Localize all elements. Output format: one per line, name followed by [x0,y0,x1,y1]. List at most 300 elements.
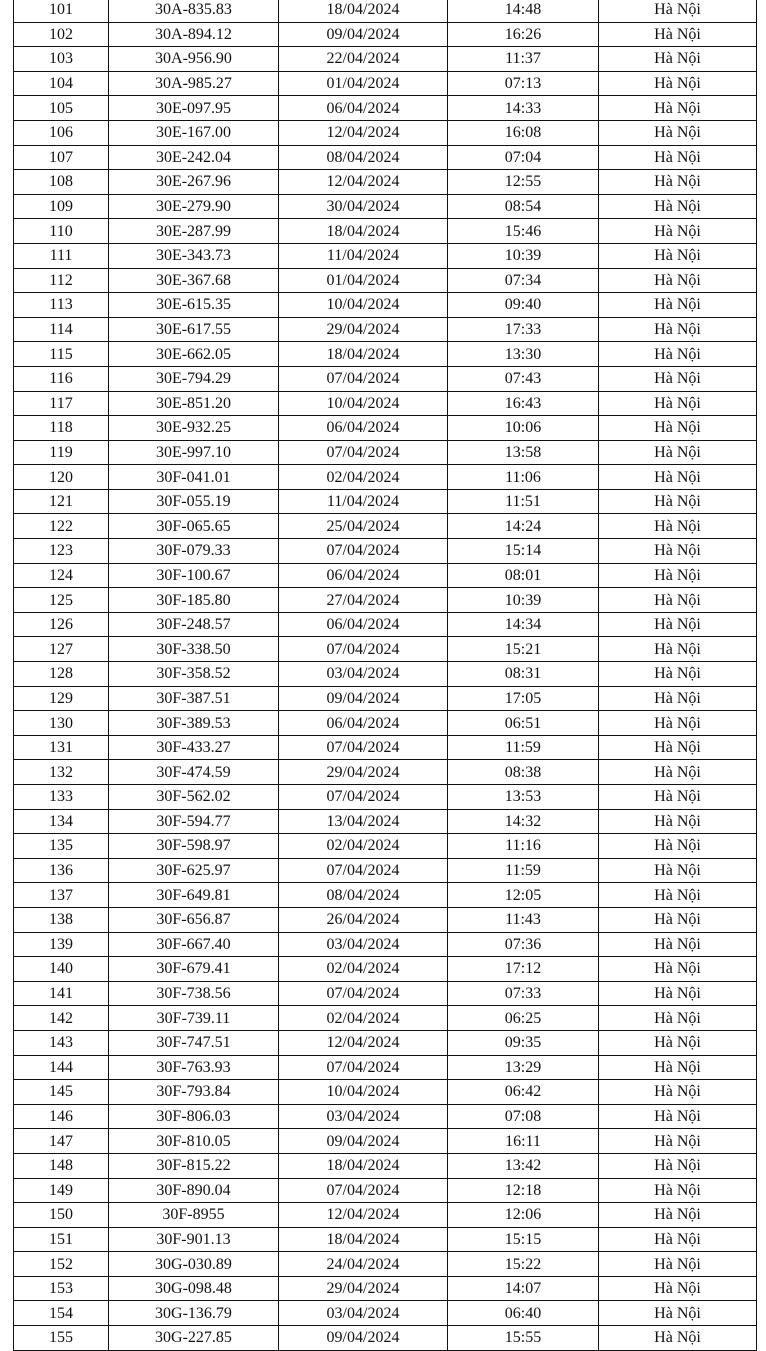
row-number-cell: 103 [14,47,109,72]
table-row [14,785,757,810]
location-cell: Hà Nội [599,563,757,588]
violation-time-cell: 16:43 [448,391,599,416]
location-cell: Hà Nội [599,760,757,785]
location-cell: Hà Nội [599,785,757,810]
license-plate-cell: 30F-338.50 [109,637,279,662]
location-cell: Hà Nội [599,219,757,244]
location-cell: Hà Nội [599,1129,757,1154]
violation-time-cell: 14:48 [448,0,599,22]
location-cell: Hà Nội [599,539,757,564]
violation-time-cell: 11:59 [448,735,599,760]
violation-time-cell: 08:31 [448,662,599,687]
violation-date-cell: 01/04/2024 [279,268,448,293]
row-number-cell: 119 [14,440,109,465]
license-plate-cell: 30F-594.77 [109,809,279,834]
location-cell: Hà Nội [599,366,757,391]
row-number-cell: 144 [14,1055,109,1080]
location-cell: Hà Nội [599,0,757,22]
violation-date-cell: 11/04/2024 [279,489,448,514]
table-row [14,711,757,736]
violation-date-cell: 02/04/2024 [279,1006,448,1031]
row-number-cell: 147 [14,1129,109,1154]
license-plate-cell: 30F-810.05 [109,1129,279,1154]
violation-date-cell: 02/04/2024 [279,834,448,859]
location-cell: Hà Nội [599,1252,757,1277]
license-plate-cell: 30E-794.29 [109,366,279,391]
license-plate-cell: 30F-474.59 [109,760,279,785]
violation-date-cell: 07/04/2024 [279,785,448,810]
violation-date-cell: 26/04/2024 [279,907,448,932]
violation-time-cell: 07:33 [448,981,599,1006]
row-number-cell: 104 [14,71,109,96]
violation-time-cell: 13:53 [448,785,599,810]
row-number-cell: 130 [14,711,109,736]
table-row [14,145,757,170]
license-plate-cell: 30F-562.02 [109,785,279,810]
violation-time-cell: 09:35 [448,1030,599,1055]
row-number-cell: 124 [14,563,109,588]
location-cell: Hà Nội [599,71,757,96]
license-plate-cell: 30E-267.96 [109,170,279,195]
table-row [14,1006,757,1031]
location-cell: Hà Nội [599,1276,757,1301]
violation-time-cell: 11:59 [448,858,599,883]
violation-time-cell: 13:42 [448,1153,599,1178]
table-row [14,268,757,293]
violation-time-cell: 15:15 [448,1227,599,1252]
license-plate-cell: 30F-806.03 [109,1104,279,1129]
license-plate-cell: 30F-793.84 [109,1080,279,1105]
license-plate-cell: 30A-956.90 [109,47,279,72]
license-plate-cell: 30F-815.22 [109,1153,279,1178]
table-row [14,981,757,1006]
row-number-cell: 129 [14,686,109,711]
table-row [14,907,757,932]
license-plate-cell: 30A-894.12 [109,22,279,47]
row-number-cell: 138 [14,907,109,932]
location-cell: Hà Nội [599,22,757,47]
violation-date-cell: 06/04/2024 [279,711,448,736]
table-row [14,465,757,490]
violation-date-cell: 06/04/2024 [279,96,448,121]
license-plate-cell: 30F-679.41 [109,957,279,982]
row-number-cell: 150 [14,1203,109,1228]
row-number-cell: 121 [14,489,109,514]
row-number-cell: 152 [14,1252,109,1277]
violation-date-cell: 06/04/2024 [279,563,448,588]
violation-time-cell: 06:25 [448,1006,599,1031]
violation-time-cell: 16:08 [448,120,599,145]
violation-date-cell: 29/04/2024 [279,1276,448,1301]
row-number-cell: 108 [14,170,109,195]
license-plate-cell: 30F-185.80 [109,588,279,613]
violation-date-cell: 09/04/2024 [279,686,448,711]
table-row [14,760,757,785]
violation-date-cell: 10/04/2024 [279,1080,448,1105]
license-plate-cell: 30F-248.57 [109,612,279,637]
row-number-cell: 122 [14,514,109,539]
table-row [14,1276,757,1301]
license-plate-cell: 30E-343.73 [109,243,279,268]
license-plate-cell: 30E-617.55 [109,317,279,342]
violation-date-cell: 02/04/2024 [279,957,448,982]
license-plate-cell: 30E-279.90 [109,194,279,219]
location-cell: Hà Nội [599,243,757,268]
license-plate-cell: 30F-598.97 [109,834,279,859]
violation-date-cell: 07/04/2024 [279,366,448,391]
violation-date-cell: 11/04/2024 [279,243,448,268]
location-cell: Hà Nội [599,637,757,662]
row-number-cell: 132 [14,760,109,785]
violation-time-cell: 13:58 [448,440,599,465]
violation-date-cell: 07/04/2024 [279,539,448,564]
violation-time-cell: 15:46 [448,219,599,244]
table-row [14,662,757,687]
table-row [14,539,757,564]
license-plate-cell: 30E-097.95 [109,96,279,121]
violation-time-cell: 14:32 [448,809,599,834]
violation-date-cell: 24/04/2024 [279,1252,448,1277]
violation-date-cell: 12/04/2024 [279,170,448,195]
table-row [14,932,757,957]
location-cell: Hà Nội [599,1227,757,1252]
location-cell: Hà Nội [599,1203,757,1228]
row-number-cell: 112 [14,268,109,293]
license-plate-cell: 30F-079.33 [109,539,279,564]
license-plate-cell: 30F-901.13 [109,1227,279,1252]
license-plate-cell: 30F-041.01 [109,465,279,490]
violation-date-cell: 06/04/2024 [279,416,448,441]
violation-time-cell: 07:13 [448,71,599,96]
violation-time-cell: 11:37 [448,47,599,72]
violation-date-cell: 25/04/2024 [279,514,448,539]
violation-time-cell: 08:01 [448,563,599,588]
row-number-cell: 127 [14,637,109,662]
license-plate-cell: 30F-8955 [109,1203,279,1228]
table-row [14,1301,757,1326]
violation-time-cell: 14:07 [448,1276,599,1301]
violation-date-cell: 29/04/2024 [279,760,448,785]
license-plate-cell: 30F-739.11 [109,1006,279,1031]
violation-date-cell: 12/04/2024 [279,1030,448,1055]
location-cell: Hà Nội [599,416,757,441]
violation-time-cell: 15:55 [448,1326,599,1351]
violation-time-cell: 09:40 [448,293,599,318]
violation-date-cell: 07/04/2024 [279,735,448,760]
violation-table [13,0,757,1351]
table-row [14,637,757,662]
violation-time-cell: 11:16 [448,834,599,859]
row-number-cell: 123 [14,539,109,564]
location-cell: Hà Nội [599,1178,757,1203]
violation-time-cell: 11:43 [448,907,599,932]
violation-date-cell: 06/04/2024 [279,612,448,637]
violation-date-cell: 29/04/2024 [279,317,448,342]
license-plate-cell: 30F-747.51 [109,1030,279,1055]
table-row [14,416,757,441]
violation-time-cell: 10:39 [448,588,599,613]
table-row [14,809,757,834]
violation-time-cell: 16:11 [448,1129,599,1154]
violation-time-cell: 11:06 [448,465,599,490]
location-cell: Hà Nội [599,391,757,416]
row-number-cell: 114 [14,317,109,342]
table-row [14,1326,757,1351]
license-plate-cell: 30F-387.51 [109,686,279,711]
location-cell: Hà Nội [599,440,757,465]
violation-time-cell: 08:54 [448,194,599,219]
location-cell: Hà Nội [599,1055,757,1080]
row-number-cell: 131 [14,735,109,760]
violation-date-cell: 07/04/2024 [279,637,448,662]
license-plate-cell: 30E-997.10 [109,440,279,465]
violation-date-cell: 07/04/2024 [279,440,448,465]
location-cell: Hà Nội [599,465,757,490]
license-plate-cell: 30E-615.35 [109,293,279,318]
location-cell: Hà Nội [599,711,757,736]
location-cell: Hà Nội [599,957,757,982]
license-plate-cell: 30E-242.04 [109,145,279,170]
row-number-cell: 120 [14,465,109,490]
violation-date-cell: 18/04/2024 [279,342,448,367]
location-cell: Hà Nội [599,932,757,957]
license-plate-cell: 30F-358.52 [109,662,279,687]
table-row [14,514,757,539]
license-plate-cell: 30G-030.89 [109,1252,279,1277]
violation-time-cell: 06:42 [448,1080,599,1105]
violation-time-cell: 10:39 [448,243,599,268]
violation-time-cell: 14:33 [448,96,599,121]
table-row [14,1252,757,1277]
location-cell: Hà Nội [599,1301,757,1326]
table-row [14,71,757,96]
row-number-cell: 126 [14,612,109,637]
table-row [14,317,757,342]
license-plate-cell: 30F-433.27 [109,735,279,760]
location-cell: Hà Nội [599,342,757,367]
violation-date-cell: 03/04/2024 [279,1104,448,1129]
license-plate-cell: 30F-656.87 [109,907,279,932]
location-cell: Hà Nội [599,1080,757,1105]
license-plate-cell: 30G-098.48 [109,1276,279,1301]
violation-time-cell: 15:14 [448,539,599,564]
violation-date-cell: 07/04/2024 [279,981,448,1006]
violation-date-cell: 18/04/2024 [279,1153,448,1178]
violation-time-cell: 06:51 [448,711,599,736]
table-row [14,219,757,244]
table-row [14,686,757,711]
location-cell: Hà Nội [599,662,757,687]
row-number-cell: 143 [14,1030,109,1055]
violation-date-cell: 02/04/2024 [279,465,448,490]
violation-time-cell: 14:34 [448,612,599,637]
table-row [14,834,757,859]
violation-time-cell: 10:06 [448,416,599,441]
table-row [14,342,757,367]
table-row [14,1030,757,1055]
row-number-cell: 133 [14,785,109,810]
violation-date-cell: 07/04/2024 [279,858,448,883]
row-number-cell: 134 [14,809,109,834]
violation-date-cell: 07/04/2024 [279,1178,448,1203]
license-plate-cell: 30F-738.56 [109,981,279,1006]
violation-time-cell: 13:29 [448,1055,599,1080]
license-plate-cell: 30G-136.79 [109,1301,279,1326]
row-number-cell: 111 [14,243,109,268]
row-number-cell: 151 [14,1227,109,1252]
table-row [14,194,757,219]
table-row [14,1227,757,1252]
violation-date-cell: 03/04/2024 [279,1301,448,1326]
row-number-cell: 149 [14,1178,109,1203]
violation-date-cell: 08/04/2024 [279,883,448,908]
row-number-cell: 117 [14,391,109,416]
table-row [14,47,757,72]
location-cell: Hà Nội [599,194,757,219]
violation-date-cell: 30/04/2024 [279,194,448,219]
license-plate-cell: 30F-065.65 [109,514,279,539]
violation-date-cell: 10/04/2024 [279,391,448,416]
table-row [14,883,757,908]
location-cell: Hà Nội [599,1006,757,1031]
location-cell: Hà Nội [599,293,757,318]
location-cell: Hà Nội [599,268,757,293]
table-row [14,563,757,588]
location-cell: Hà Nội [599,907,757,932]
location-cell: Hà Nội [599,317,757,342]
violation-time-cell: 15:22 [448,1252,599,1277]
table-row [14,243,757,268]
violation-date-cell: 01/04/2024 [279,71,448,96]
license-plate-cell: 30E-662.05 [109,342,279,367]
violation-date-cell: 07/04/2024 [279,1055,448,1080]
location-cell: Hà Nội [599,47,757,72]
row-number-cell: 116 [14,366,109,391]
location-cell: Hà Nội [599,1104,757,1129]
row-number-cell: 101 [14,0,109,22]
violation-time-cell: 16:26 [448,22,599,47]
license-plate-cell: 30E-932.25 [109,416,279,441]
violation-time-cell: 12:18 [448,1178,599,1203]
table-row [14,1104,757,1129]
location-cell: Hà Nội [599,1326,757,1351]
location-cell: Hà Nội [599,120,757,145]
table-row [14,96,757,121]
table-row [14,170,757,195]
row-number-cell: 148 [14,1153,109,1178]
violation-time-cell: 07:34 [448,268,599,293]
license-plate-cell: 30F-667.40 [109,932,279,957]
table-row [14,0,757,22]
row-number-cell: 102 [14,22,109,47]
violation-time-cell: 12:05 [448,883,599,908]
location-cell: Hà Nội [599,588,757,613]
license-plate-cell: 30G-227.85 [109,1326,279,1351]
row-number-cell: 115 [14,342,109,367]
row-number-cell: 106 [14,120,109,145]
license-plate-cell: 30E-851.20 [109,391,279,416]
location-cell: Hà Nội [599,735,757,760]
violation-time-cell: 15:21 [448,637,599,662]
table-row [14,957,757,982]
table-row [14,293,757,318]
violation-date-cell: 27/04/2024 [279,588,448,613]
violation-date-cell: 09/04/2024 [279,22,448,47]
table-row [14,1055,757,1080]
violation-date-cell: 18/04/2024 [279,0,448,22]
violation-date-cell: 22/04/2024 [279,47,448,72]
table-row [14,858,757,883]
table-row [14,391,757,416]
violation-date-cell: 18/04/2024 [279,1227,448,1252]
location-cell: Hà Nội [599,1153,757,1178]
row-number-cell: 105 [14,96,109,121]
violation-time-cell: 06:40 [448,1301,599,1326]
violation-time-cell: 11:51 [448,489,599,514]
table-body [14,0,757,1350]
violation-time-cell: 17:12 [448,957,599,982]
violation-time-cell: 13:30 [448,342,599,367]
row-number-cell: 107 [14,145,109,170]
row-number-cell: 153 [14,1276,109,1301]
license-plate-cell: 30A-835.83 [109,0,279,22]
violation-time-cell: 14:24 [448,514,599,539]
violation-time-cell: 07:43 [448,366,599,391]
violation-date-cell: 10/04/2024 [279,293,448,318]
location-cell: Hà Nội [599,514,757,539]
row-number-cell: 155 [14,1326,109,1351]
license-plate-cell: 30F-763.93 [109,1055,279,1080]
violation-time-cell: 12:06 [448,1203,599,1228]
row-number-cell: 145 [14,1080,109,1105]
location-cell: Hà Nội [599,170,757,195]
table-row [14,735,757,760]
table-row [14,1178,757,1203]
violation-time-cell: 07:36 [448,932,599,957]
violation-date-cell: 03/04/2024 [279,662,448,687]
table-row [14,1080,757,1105]
violation-date-cell: 09/04/2024 [279,1326,448,1351]
row-number-cell: 113 [14,293,109,318]
location-cell: Hà Nội [599,489,757,514]
license-plate-cell: 30F-389.53 [109,711,279,736]
location-cell: Hà Nội [599,834,757,859]
violation-time-cell: 12:55 [448,170,599,195]
row-number-cell: 109 [14,194,109,219]
table-row [14,1129,757,1154]
violation-date-cell: 09/04/2024 [279,1129,448,1154]
table-row [14,366,757,391]
row-number-cell: 140 [14,957,109,982]
row-number-cell: 135 [14,834,109,859]
location-cell: Hà Nội [599,145,757,170]
violation-time-cell: 07:04 [448,145,599,170]
table-row [14,612,757,637]
table-row [14,489,757,514]
license-plate-cell: 30F-055.19 [109,489,279,514]
license-plate-cell: 30A-985.27 [109,71,279,96]
violation-time-cell: 17:33 [448,317,599,342]
location-cell: Hà Nội [599,858,757,883]
location-cell: Hà Nội [599,686,757,711]
violation-date-cell: 03/04/2024 [279,932,448,957]
license-plate-cell: 30F-625.97 [109,858,279,883]
row-number-cell: 118 [14,416,109,441]
table-row [14,1153,757,1178]
table-row [14,588,757,613]
row-number-cell: 110 [14,219,109,244]
violation-date-cell: 08/04/2024 [279,145,448,170]
